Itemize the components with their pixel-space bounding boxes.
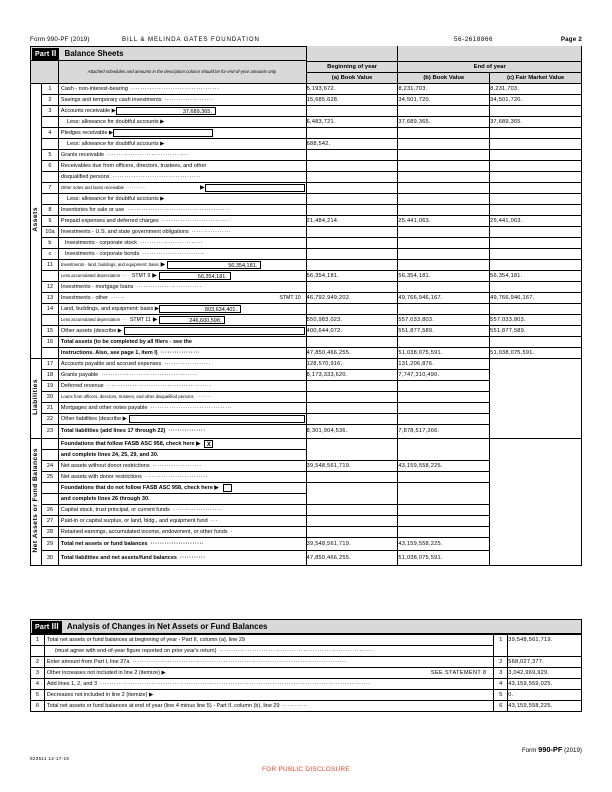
line-number: 4	[31, 679, 45, 690]
line-number	[41, 193, 58, 204]
line-desc: (must agree with end-of-year figure reported on prior year's return) ··································································	[44, 646, 494, 657]
ein: 56-2618866	[454, 36, 494, 43]
line-number	[41, 138, 58, 149]
inline-amount: 803,634,401.	[159, 305, 241, 313]
line-desc-non-fasb-check: Foundations that do not follow FASB ASC 958, check here ▶	[58, 482, 306, 493]
amount-a	[306, 259, 398, 270]
amount-b: 37,689,365.	[398, 116, 490, 127]
amount-a	[306, 336, 398, 347]
amount-b	[398, 402, 490, 413]
amount-b	[398, 149, 490, 160]
line-desc: Grants receivable ···································	[58, 149, 306, 160]
line-number: 11	[41, 259, 58, 270]
arrow-icon: ▶	[152, 273, 157, 279]
analysis-changes-table	[30, 634, 582, 712]
amount-b: 7,747,310,490.	[398, 369, 490, 380]
line-desc: Paid-in or capital surplus, or land, bldg., and equipment fund ···	[58, 515, 306, 526]
statement-ref: STMT 10	[279, 294, 301, 301]
amount-b	[398, 138, 490, 149]
line-number	[41, 116, 58, 127]
line-ref: 2	[494, 657, 508, 668]
amount-value: 39,548,561,719.	[508, 635, 582, 646]
inline-amount: 246,600,598.	[159, 316, 225, 324]
amount-b	[398, 237, 490, 248]
amount-b	[398, 204, 490, 215]
amount-a: 400,644,072.	[306, 325, 398, 336]
amount-a	[306, 160, 398, 171]
line-desc: Total assets (to be completed by all filers - see the	[58, 336, 306, 347]
amount-a: 47,850,466,255.	[306, 550, 398, 565]
line-number: 5	[31, 690, 45, 701]
line-desc: Less: allowance for doubtful accounts ▶	[58, 116, 306, 127]
amount-b: 557,033,803.	[398, 314, 490, 325]
line-number	[41, 171, 58, 182]
amount-a: 15,685,628.	[306, 94, 398, 105]
amount-b	[398, 127, 490, 138]
page-header	[30, 36, 582, 43]
line-number: 12	[41, 281, 58, 292]
line-number: 27	[41, 515, 58, 526]
line-number	[41, 493, 58, 504]
line-desc: Total liabilities (add lines 17 through 22) ················	[58, 424, 306, 438]
amount-c	[490, 160, 582, 171]
line-desc: Total liabilities and net assets/fund balances ···········	[58, 550, 306, 565]
amount-b	[398, 182, 490, 193]
amount-c	[490, 259, 582, 270]
line-desc: Decreases not included in line 2 (itemize) ▶	[44, 690, 494, 701]
line-number	[41, 449, 58, 460]
line-number: 1	[41, 83, 58, 94]
arrow-icon: ▶	[200, 185, 205, 191]
amount-a: 56,354,181.	[306, 270, 398, 281]
amount-b: 51,038,075,591.	[398, 347, 490, 358]
arrow-icon: ▶	[160, 262, 166, 268]
amount-a: 128,570,916.	[306, 358, 398, 369]
amount-a	[306, 248, 398, 259]
line-number: 14	[41, 303, 58, 314]
line-desc: Total net assets or fund balances at beginning of year - Part II, column (a), line 29	[44, 635, 494, 646]
amount-b	[398, 526, 490, 537]
col-a-book-value: (a) Book Value	[306, 72, 398, 83]
line-number: 25	[41, 471, 58, 482]
part3-title: Analysis of Changes in Net Assets or Fund Balances	[66, 622, 268, 631]
line-number	[41, 438, 58, 449]
line-number: b	[41, 237, 58, 248]
amount-b: 43,159,558,225.	[398, 460, 490, 471]
amount-b: 34,501,720.	[398, 94, 490, 105]
line-desc: Net assets with donor restrictions ···························	[58, 471, 306, 482]
line-number: 3	[31, 668, 45, 679]
line-number: 28	[41, 526, 58, 537]
amount-b	[398, 515, 490, 526]
amount-a: 688,542.	[306, 138, 398, 149]
amount-c	[490, 204, 582, 215]
line-ref: 6	[494, 701, 508, 712]
amount-value: 43,159,559,025.	[508, 679, 582, 690]
side-label-assets: Assets	[31, 83, 42, 358]
line-ref: 3	[494, 668, 508, 679]
line-number: 15	[41, 325, 58, 336]
amount-c: 49,766,946,167.	[490, 292, 582, 303]
line-desc: Less accumulated depreciation ··· STMT 11 ▶ 246,600,598.	[58, 314, 306, 325]
amount-c	[490, 182, 582, 193]
amount-c: 551,877,589.	[490, 325, 582, 336]
line-desc: Grants payable ·········································	[58, 369, 306, 380]
line-desc: Savings and temporary cash investments ·····················	[58, 94, 306, 105]
amount-a: 39,548,561,719.	[306, 537, 398, 550]
line-ref: 5	[494, 690, 508, 701]
line-number: 29	[41, 537, 58, 550]
amount-a	[306, 380, 398, 391]
line-desc: Land, buildings, and equipment: basis ▶ 803,634,401.	[58, 303, 306, 314]
amount-a	[306, 471, 398, 482]
line-desc: disqualified persons ······································	[58, 171, 306, 182]
statement-ref: STMT 9	[131, 272, 151, 279]
statement-ref: SEE STATEMENT 8	[430, 670, 487, 676]
form-code: 923511 12-17-19	[30, 756, 70, 761]
amount-b: 8,231,703.	[398, 83, 490, 94]
line-number: 13	[41, 292, 58, 303]
amount-b	[398, 380, 490, 391]
line-desc: Accounts receivable ▶ 37,689,365.	[58, 105, 306, 116]
amount-a	[306, 281, 398, 292]
form-number: Form 990-PF (2019)	[30, 36, 90, 43]
amount-b	[398, 281, 490, 292]
amount-c	[490, 138, 582, 149]
amount-c: 56,354,181.	[490, 270, 582, 281]
amount-value: 568,027,377.	[508, 657, 582, 668]
amount-c	[490, 237, 582, 248]
amount-a	[306, 193, 398, 204]
part3-label: Part III	[32, 621, 62, 633]
line-number: 22	[41, 413, 58, 424]
amount-a: 6,483,721.	[306, 116, 398, 127]
amount-c	[490, 336, 582, 347]
part3-band	[30, 619, 582, 634]
line-desc: and complete lines 24, 25, 29, and 30.	[58, 449, 306, 460]
line-number	[41, 482, 58, 493]
line-number: 21	[41, 402, 58, 413]
line-desc: Other notes and loans receivable ·········· ▶	[58, 182, 306, 193]
line-desc-fasb-check: Foundations that follow FASB ASC 958, check here ▶ X	[58, 438, 306, 449]
line-number: 2	[31, 657, 45, 668]
amount-c: 8,231,703.	[490, 83, 582, 94]
amount-a	[306, 413, 398, 424]
amount-b	[398, 193, 490, 204]
line-desc: Investments - U.S. and state government obligations ·················	[58, 226, 306, 237]
line-desc: Pledges receivable ▶	[58, 127, 306, 138]
amount-c: 557,033,803.	[490, 314, 582, 325]
line-desc: Retained earnings, accumulated income, endowment, or other funds ·	[58, 526, 306, 537]
amount-b: 43,159,558,225.	[398, 537, 490, 550]
amount-b: 49,766,946,167.	[398, 292, 490, 303]
col-beginning-of-year: Beginning of year	[306, 61, 398, 72]
amount-a	[306, 391, 398, 402]
amount-a: 8,173,333,620.	[306, 369, 398, 380]
amount-b	[398, 303, 490, 314]
line-number: 9	[41, 215, 58, 226]
line-desc: Less: allowance for doubtful accounts ▶	[58, 193, 306, 204]
amount-c	[490, 149, 582, 160]
amount-a	[306, 149, 398, 160]
line-ref: 1	[494, 635, 508, 646]
line-number: 8	[41, 204, 58, 215]
line-desc: Capital stock, trust principal, or current funds ·····················	[58, 504, 306, 515]
amount-a: 47,850,466,255.	[306, 347, 398, 358]
line-desc: Enter amount from Part I, line 27a ····························································································	[44, 657, 494, 668]
amount-a	[306, 226, 398, 237]
line-number: 5	[41, 149, 58, 160]
line-number: 16	[41, 336, 58, 347]
amount-b: 51,038,075,591.	[398, 550, 490, 565]
statement-ref: STMT 11	[129, 316, 151, 323]
amount-c	[490, 105, 582, 116]
amount-value: 0.	[508, 690, 582, 701]
line-desc: Loans from officers, directors, trustees, and other disqualified persons ········	[58, 391, 306, 402]
line-number	[41, 270, 58, 281]
line-number: 10a	[41, 226, 58, 237]
line-desc: Investments - other ······ STMT 10	[58, 292, 306, 303]
amount-a	[306, 526, 398, 537]
amount-b	[398, 391, 490, 402]
line-desc: instructions. Also, see page 1, item I) ·················	[58, 347, 306, 358]
inline-amount: 56,354,181.	[167, 261, 261, 269]
line-desc: Less accumulated depreciation ···· STMT 9 ▶ 56,354,181.	[58, 270, 306, 281]
amount-c	[490, 171, 582, 182]
amount-b	[398, 226, 490, 237]
amount-a: 8,301,904,536.	[306, 424, 398, 438]
entity-name: BILL & MELINDA GATES FOUNDATION	[122, 36, 260, 43]
line-number: 26	[41, 504, 58, 515]
line-desc: Net assets without donor restrictions ·····················	[58, 460, 306, 471]
side-label-liabilities: Liabilities	[31, 358, 42, 438]
line-number: 1	[31, 635, 45, 646]
line-desc: Investments - corporate bonds ···························	[58, 248, 306, 259]
line-number: 23	[41, 424, 58, 438]
col-end-of-year: End of year	[398, 61, 582, 72]
amount-a	[306, 204, 398, 215]
amount-c	[490, 281, 582, 292]
line-desc: Total net assets or fund balances ·······················	[58, 537, 306, 550]
line-number: 17	[41, 358, 58, 369]
line-number: c	[41, 248, 58, 259]
amount-c	[490, 226, 582, 237]
line-desc: Inventories for sale or use ············································	[58, 204, 306, 215]
line-number: 6	[31, 701, 45, 712]
amount-b	[398, 105, 490, 116]
line-desc: and complete lines 26 through 30.	[58, 493, 306, 504]
line-desc: Accounts payable and accrued expenses ····················	[58, 358, 306, 369]
line-number: 19	[41, 380, 58, 391]
amount-b: 7,878,517,366.	[398, 424, 490, 438]
amount-a	[306, 105, 398, 116]
line-ref	[494, 646, 508, 657]
line-desc: Receivables due from officers, directors, trustees, and other	[58, 160, 306, 171]
page-number: Page 2	[560, 36, 582, 43]
balance-note: Attached schedules and amounts in the description column should be for end-of-year amounts only.	[58, 61, 306, 83]
amount-a: 46,792,949,202.	[306, 292, 398, 303]
amount-b	[398, 504, 490, 515]
part2-label: Part II	[32, 48, 59, 60]
line-ref: 4	[494, 679, 508, 690]
amount-a	[306, 515, 398, 526]
line-number: 6	[41, 160, 58, 171]
amount-b	[398, 336, 490, 347]
line-desc: Prepaid expenses and deferred charges ·····························	[58, 215, 306, 226]
col-c-fair-market-value: (c) Fair Market Value	[490, 72, 582, 83]
part2-title: Balance Sheets	[64, 49, 124, 58]
amount-a	[306, 402, 398, 413]
balance-sheets-table	[30, 46, 582, 566]
amount-a: 5,193,672.	[306, 83, 398, 94]
line-number: 18	[41, 369, 58, 380]
amount-b: 56,354,181.	[398, 270, 490, 281]
line-desc: Investments - mortgage loans ····························	[58, 281, 306, 292]
line-number	[41, 314, 58, 325]
amount-b	[398, 259, 490, 270]
line-number: 24	[41, 460, 58, 471]
line-number: 3	[41, 105, 58, 116]
amount-a	[306, 182, 398, 193]
amount-value: 43,159,558,225.	[508, 701, 582, 712]
amount-c	[490, 303, 582, 314]
amount-a	[306, 127, 398, 138]
amount-value: 3,042,969,929.	[508, 668, 582, 679]
line-number: 7	[41, 182, 58, 193]
amount-a: 21,484,214.	[306, 215, 398, 226]
line-desc: Other liabilities (describe ▶	[58, 413, 306, 424]
inline-amount: 56,354,181.	[159, 272, 231, 280]
line-number: 2	[41, 94, 58, 105]
line-desc: Investments - land, buildings, and equipment: basis ▶ 56,354,181.	[58, 259, 306, 270]
disclosure-stamp: FOR PUBLIC DISCLOSURE	[262, 766, 350, 773]
line-number	[31, 646, 45, 657]
amount-c: 51,038,075,591.	[490, 347, 582, 358]
arrow-icon: ▶	[152, 317, 158, 323]
line-desc: Less: allowance for doubtful accounts ▶	[58, 138, 306, 149]
amount-a: 550,983,023.	[306, 314, 398, 325]
side-label-net-assets: Net Assets or Fund Balances	[31, 438, 42, 565]
amount-value	[508, 646, 582, 657]
amount-b	[398, 171, 490, 182]
line-number: 20	[41, 391, 58, 402]
line-desc: Total net assets or fund balances at end of year (line 4 minus line 5) - Part II, column (b), line 29 ···········	[44, 701, 494, 712]
fasb-958-checkbox[interactable]: X	[204, 440, 213, 448]
line-desc: Cash - non-interest-bearing ······································	[58, 83, 306, 94]
line-desc: Add lines 1, 2, and 3 ····················································································································	[44, 679, 494, 690]
col-b-book-value: (b) Book Value	[398, 72, 490, 83]
amount-a	[306, 171, 398, 182]
amount-a	[306, 504, 398, 515]
amount-a: 39,548,561,719.	[306, 460, 398, 471]
amount-c: 34,501,720.	[490, 94, 582, 105]
amount-c: 37,689,365.	[490, 116, 582, 127]
form-footer: Form 990-PF (2019)	[521, 745, 582, 754]
amount-b: 25,441,063.	[398, 215, 490, 226]
amount-c	[490, 248, 582, 259]
amount-c: 25,441,063.	[490, 215, 582, 226]
line-desc: Deferred revenue ·············································	[58, 380, 306, 391]
amount-a	[306, 237, 398, 248]
amount-a	[306, 303, 398, 314]
non-fasb-958-checkbox[interactable]	[223, 484, 232, 492]
line-number	[41, 347, 58, 358]
line-desc: Investments - corporate stock ···························	[58, 237, 306, 248]
line-desc: Other increases not included in line 2 (itemize) ▶ SEE STATEMENT 8	[44, 668, 494, 679]
amount-b	[398, 413, 490, 424]
amount-b	[398, 160, 490, 171]
line-number: 4	[41, 127, 58, 138]
line-number: 30	[41, 550, 58, 565]
amount-b: 131,206,876.	[398, 358, 490, 369]
amount-c	[490, 193, 582, 204]
inline-amount: 37,689,365.	[116, 107, 216, 115]
line-desc: Mortgages and other notes payable ···································	[58, 402, 306, 413]
amount-c	[490, 127, 582, 138]
amount-b: 551,877,589.	[398, 325, 490, 336]
amount-b	[398, 471, 490, 482]
amount-b	[398, 248, 490, 259]
line-desc: Other assets (describe ▶	[58, 325, 306, 336]
